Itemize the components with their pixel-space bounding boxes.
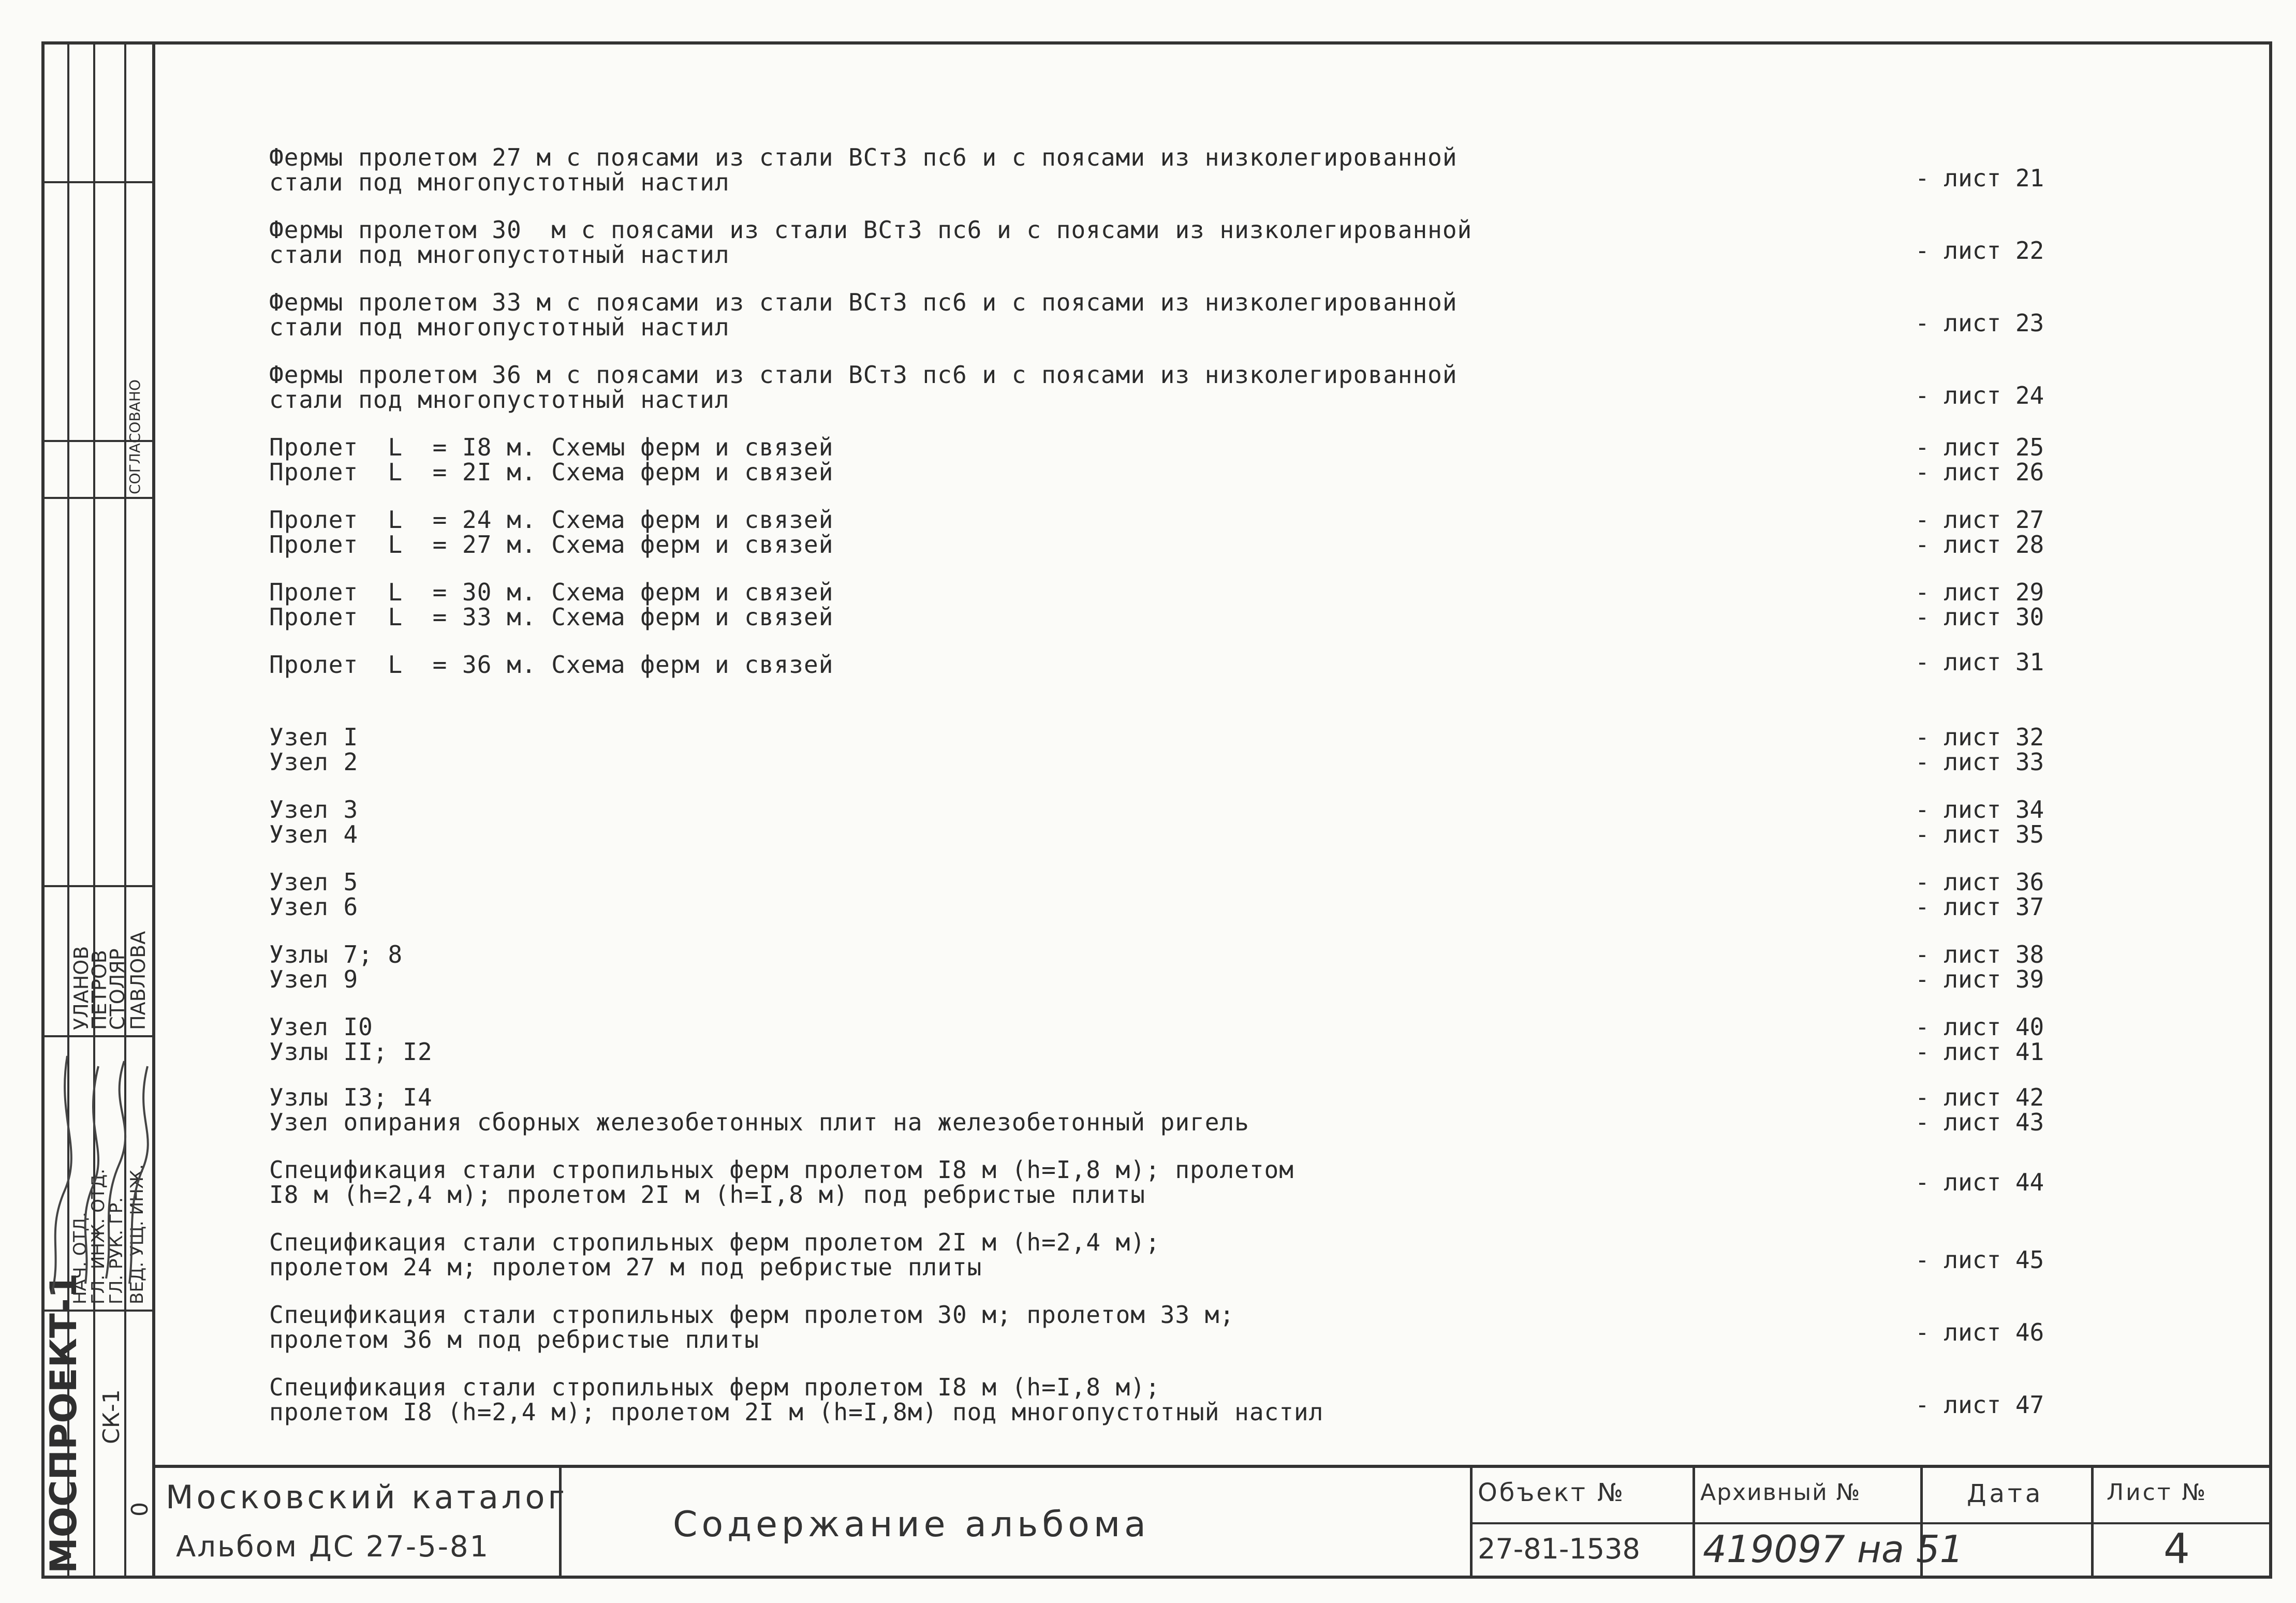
list-item: Пролет L = I8 м. Схемы ферм и связей xyxy=(269,433,834,461)
catalog-name: Московский каталог xyxy=(166,1478,568,1516)
role-lead-engineer: ВЕД. УЩ. ИНЖ. xyxy=(127,1164,148,1304)
margin-column-line xyxy=(93,41,95,1579)
sheet-ref: - лист 41 xyxy=(1915,1038,2044,1066)
sheet-ref: - лист 44 xyxy=(1915,1168,2044,1196)
sheet-ref: - лист 46 xyxy=(1915,1318,2044,1346)
sheet-ref: - лист 37 xyxy=(1915,893,2044,921)
sheet-ref: - лист 24 xyxy=(1915,381,2044,409)
sheet-ref: - лист 43 xyxy=(1915,1108,2044,1136)
sheet-ref: - лист 22 xyxy=(1915,237,2044,264)
sheet-ref: - лист 32 xyxy=(1915,723,2044,751)
name-petrov: ПЕТРОВ xyxy=(88,950,111,1030)
sheet-ref: - лист 25 xyxy=(1915,433,2044,461)
list-item: Узлы I3; I4 xyxy=(269,1083,433,1111)
margin-row-line xyxy=(41,181,155,183)
list-item: Пролет L = 33 м. Схема ферм и связей xyxy=(269,603,834,631)
name-pavlova: ПАВЛОВА xyxy=(127,931,150,1030)
margin-zero-label: 0 xyxy=(127,1502,153,1517)
sheet-ref: - лист 23 xyxy=(1915,309,2044,337)
agreed-label: СОГЛАСОВАНО xyxy=(126,379,143,494)
sheet-ref: - лист 39 xyxy=(1915,965,2044,993)
list-item: Спецификация стали стропильных ферм пролетом 30 м; пролетом 33 м; пролетом 36 м под ребристые плиты xyxy=(269,1301,1235,1354)
sheet-ref: - лист 36 xyxy=(1915,868,2044,896)
list-item: Фермы пролетом 30 м с поясами из стали ВСт3 пс6 и с поясами из низколегированной стали под многопустотный настил xyxy=(269,216,1473,269)
margin-row-line xyxy=(41,885,155,887)
sheet-ref: - лист 34 xyxy=(1915,796,2044,823)
list-item: Узел 4 xyxy=(269,820,359,848)
object-value: 27-81-1538 xyxy=(1478,1533,1640,1565)
album-number: Альбом ДС 27-5-81 xyxy=(176,1530,490,1564)
list-item: Фермы пролетом 33 м с поясами из стали ВСт3 пс6 и с поясами из низколегированной стали под многопустотный настил xyxy=(269,288,1458,341)
date-label: Дата xyxy=(1967,1479,2044,1508)
list-item: Фермы пролетом 36 м с поясами из стали ВСт3 пс6 и с поясами из низколегированной стали под многопустотный настил xyxy=(269,361,1458,414)
list-item: Узлы II; I2 xyxy=(269,1038,433,1066)
sheet-ref: - лист 47 xyxy=(1915,1391,2044,1419)
sheet-ref: - лист 27 xyxy=(1915,506,2044,534)
archive-value: 419097 на 51 xyxy=(1703,1527,1964,1571)
list-item: Пролет L = 2I м. Схема ферм и связей xyxy=(269,458,834,486)
list-item: Пролет L = 30 м. Схема ферм и связей xyxy=(269,578,834,606)
sheet-ref: - лист 40 xyxy=(1915,1013,2044,1041)
sheet-ref: - лист 29 xyxy=(1915,578,2044,606)
list-item: Узел 9 xyxy=(269,965,359,993)
sheet-ref: - лист 26 xyxy=(1915,458,2044,486)
margin-column-line xyxy=(124,41,126,1579)
list-item: Узел I xyxy=(269,723,359,751)
list-item: Пролет L = 24 м. Схема ферм и связей xyxy=(269,506,834,534)
sheet-ref: - лист 28 xyxy=(1915,531,2044,558)
object-label: Объект № xyxy=(1478,1478,1625,1507)
sheet-label: Лист № xyxy=(2107,1479,2208,1506)
signatures-graphic xyxy=(41,1035,155,1310)
list-item: Пролет L = 36 м. Схема ферм и связей xyxy=(269,651,834,679)
list-item: Узел 5 xyxy=(269,868,359,896)
sheet-ref: - лист 42 xyxy=(1915,1083,2044,1111)
margin-row-line xyxy=(41,497,155,499)
sheet-ref: - лист 21 xyxy=(1915,164,2044,192)
sheet-ref: - лист 31 xyxy=(1915,648,2044,676)
archive-label: Архивный № xyxy=(1700,1479,1861,1506)
organization-label: МОСПРОЕКТ-1 xyxy=(42,1273,85,1573)
list-item: Узел 6 xyxy=(269,893,359,921)
sheet-ref: - лист 35 xyxy=(1915,820,2044,848)
list-item: Узел 3 xyxy=(269,796,359,823)
list-item: Узел опирания сборных железобетонных плит на железобетонный ригель xyxy=(269,1108,1249,1136)
list-item: Узлы 7; 8 xyxy=(269,940,403,968)
sheet-number: 4 xyxy=(2163,1525,2190,1573)
sheet-ref: - лист 30 xyxy=(1915,603,2044,631)
sheet-ref: - лист 45 xyxy=(1915,1246,2044,1274)
list-item: Узел I0 xyxy=(269,1013,373,1041)
album-title: Содержание альбома xyxy=(673,1504,1150,1545)
title-block xyxy=(155,1465,2272,1579)
sheet-ref: - лист 33 xyxy=(1915,748,2044,776)
sheet-ref: - лист 38 xyxy=(1915,940,2044,968)
list-item: Пролет L = 27 м. Схема ферм и связей xyxy=(269,531,834,558)
list-item: Узел 2 xyxy=(269,748,359,776)
role-head-of-dept: НАЧ. ОТД. xyxy=(70,1212,91,1304)
name-ulanov: УЛАНОВ xyxy=(70,946,93,1030)
role-group-lead: ГЛ. РУК. ГР. xyxy=(106,1197,127,1304)
name-stolyar: СТОЛЯР xyxy=(106,948,129,1030)
list-item: Спецификация стали стропильных ферм пролетом I8 м (h=I,8 м); пролетом I8 (h=2,4 м); пролетом 2I м (h=I,8м) под многопустотный настил xyxy=(269,1373,1324,1426)
list-item: Спецификация стали стропильных ферм пролетом I8 м (h=I,8 м); пролетом I8 м (h=2,4 м); пролетом 2I м (h=I,8 м) под ребристые плиты xyxy=(269,1156,1294,1209)
role-chief-engineer: ГЛ. ИНЖ. ОТД. xyxy=(88,1168,109,1304)
list-item: Фермы пролетом 27 м с поясами из стали ВСт3 пс6 и с поясами из низколегированной стали под многопустотный настил xyxy=(269,143,1458,196)
title-block-row-line xyxy=(1470,1522,2272,1524)
list-item: Спецификация стали стропильных ферм пролетом 2I м (h=2,4 м); пролетом 24 м; пролетом 27 м под ребристые плиты xyxy=(269,1228,1160,1281)
department-label: СК-1 xyxy=(98,1389,125,1444)
